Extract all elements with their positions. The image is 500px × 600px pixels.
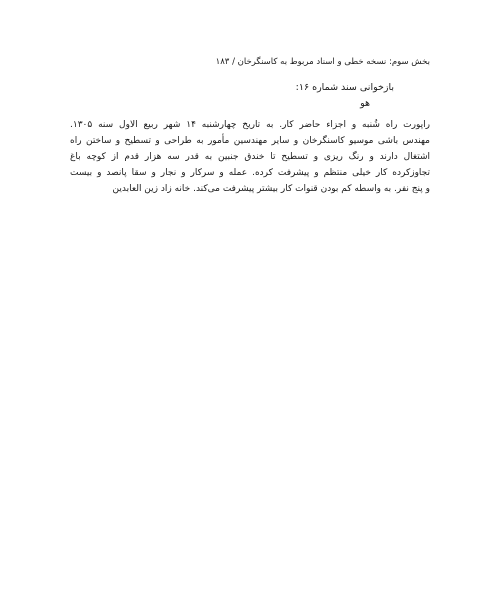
- body-line: اشتغال دارند و رنگ ریزی و تسطیح تا خندق جنبین به قدر سه هزار قدم از کوچه باغ: [70, 152, 430, 162]
- body-line: راپورت راه شُنبه و اجزاء حاضر کار. به تاریخ چهارشنبه ۱۴ شهر ربیع الاول سنه ۱۳۰۵.: [70, 120, 430, 130]
- document-body: [70, 117, 430, 197]
- body-line: تجاوزکرده کار خیلی منتظم و پیشرفت کرده. عمله و سرکار و نجار و سقا پانصد و بیست: [70, 168, 430, 178]
- body-line: مهندس باشی موسیو کاسنگرخان و سایر مهندسین مأمور به طراحی و تسطیح و ساختن راه: [70, 136, 430, 146]
- running-header: بخش سوم: نسخه خطی و اسناد مربوط به کاسنگرخان / ۱۸۳: [215, 57, 430, 67]
- body-line: و پنج نفر. به واسطه کم بودن قنوات کار بیشتر پیشرفت می‌کند. خانه زاد زین العابدین: [112, 184, 430, 194]
- invocation-heading: هو: [360, 98, 370, 109]
- document-title: [70, 81, 430, 94]
- document-title-text: بازخوانی سند شماره ۱۶:: [295, 82, 394, 93]
